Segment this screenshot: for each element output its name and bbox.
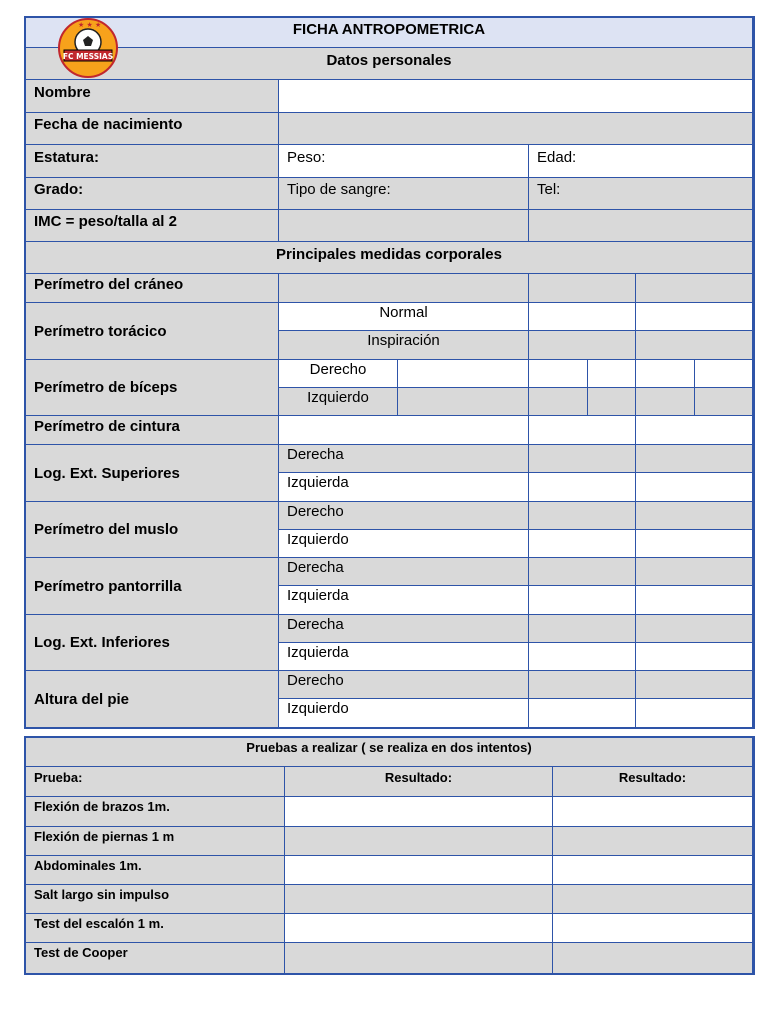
test-result-salto-largo-2[interactable]: [552, 884, 753, 914]
col-header-resultado-2: Resultado:: [552, 766, 753, 797]
col-header-resultado-1: Resultado:: [284, 766, 553, 797]
field-toracico-normal-1[interactable]: [528, 302, 636, 331]
test-result-abdominales-1[interactable]: [284, 855, 553, 885]
test-result-escalon-2[interactable]: [552, 913, 753, 943]
test-result-cooper-1[interactable]: [284, 942, 553, 974]
label-perimetro-cintura: Perímetro de cintura: [25, 415, 279, 445]
field-biceps-der-3[interactable]: [587, 359, 636, 388]
field-muslo-der-2[interactable]: [635, 501, 753, 530]
label-fecha-nacimiento: Fecha de nacimiento: [25, 112, 279, 145]
test-label-escalon: Test del escalón 1 m.: [25, 913, 285, 943]
field-sup-izq-2[interactable]: [635, 472, 753, 502]
field-edad[interactable]: Edad:: [528, 144, 753, 178]
test-result-flexion-brazos-2[interactable]: [552, 796, 753, 827]
field-inf-der-1[interactable]: [528, 614, 636, 643]
field-sup-izq-1[interactable]: [528, 472, 636, 502]
test-result-flexion-piernas-1[interactable]: [284, 826, 553, 856]
field-muslo-izq-1[interactable]: [528, 529, 636, 558]
label-altura-pie: Altura del pie: [25, 670, 279, 728]
sublabel-pant-izquierda: Izquierda: [278, 585, 529, 615]
label-perimetro-toracico: Perímetro torácico: [25, 302, 279, 360]
sublabel-biceps-derecho: Derecho: [278, 359, 398, 388]
test-result-abdominales-2[interactable]: [552, 855, 753, 885]
label-estatura: Estatura:: [25, 144, 279, 178]
field-biceps-der-5[interactable]: [694, 359, 753, 388]
field-sup-der-2[interactable]: [635, 444, 753, 473]
field-biceps-izq-4[interactable]: [635, 387, 695, 416]
field-inf-izq-2[interactable]: [635, 642, 753, 671]
test-label-abdominales: Abdominales 1m.: [25, 855, 285, 885]
field-pant-der-1[interactable]: [528, 557, 636, 586]
field-cintura-1[interactable]: [278, 415, 529, 445]
field-biceps-der-2[interactable]: [528, 359, 588, 388]
label-perimetro-biceps: Perímetro de bíceps: [25, 359, 279, 416]
label-imc: IMC = peso/talla al 2: [25, 209, 279, 242]
field-pant-izq-1[interactable]: [528, 585, 636, 615]
svg-text:★ ★ ★: ★ ★ ★: [78, 21, 102, 29]
field-craneo-1[interactable]: [278, 273, 529, 303]
field-pie-der-1[interactable]: [528, 670, 636, 699]
sublabel-biceps-izquierdo: Izquierdo: [278, 387, 398, 416]
label-perimetro-muslo: Perímetro del muslo: [25, 501, 279, 558]
test-result-escalon-1[interactable]: [284, 913, 553, 943]
sublabel-sup-derecha: Derecha: [278, 444, 529, 473]
field-imc-2[interactable]: [528, 209, 753, 242]
label-log-ext-superiores: Log. Ext. Superiores: [25, 444, 279, 502]
field-peso[interactable]: Peso:: [278, 144, 529, 178]
field-craneo-3[interactable]: [635, 273, 753, 303]
test-result-flexion-brazos-1[interactable]: [284, 796, 553, 827]
field-craneo-2[interactable]: [528, 273, 636, 303]
field-cintura-3[interactable]: [635, 415, 753, 445]
label-nombre: Nombre: [25, 79, 279, 113]
field-toracico-insp-2[interactable]: [635, 330, 753, 360]
sublabel-muslo-derecho: Derecho: [278, 501, 529, 530]
test-result-cooper-2[interactable]: [552, 942, 753, 974]
test-label-flexion-piernas: Flexión de piernas 1 m: [25, 826, 285, 856]
field-toracico-normal-2[interactable]: [635, 302, 753, 331]
label-perimetro-pantorrilla: Perímetro pantorrilla: [25, 557, 279, 615]
label-perimetro-craneo: Perímetro del cráneo: [25, 273, 279, 303]
field-pie-der-2[interactable]: [635, 670, 753, 699]
field-imc-1[interactable]: [278, 209, 529, 242]
sublabel-normal: Normal: [278, 302, 529, 331]
field-inf-der-2[interactable]: [635, 614, 753, 643]
label-log-ext-inferiores: Log. Ext. Inferiores: [25, 614, 279, 671]
field-nombre[interactable]: [278, 79, 753, 113]
sublabel-inf-izquierda: Izquierda: [278, 642, 529, 671]
field-pie-izq-1[interactable]: [528, 698, 636, 728]
field-biceps-izq-1[interactable]: [397, 387, 529, 416]
test-label-cooper: Test de Cooper: [25, 942, 285, 974]
sublabel-pie-derecho: Derecho: [278, 670, 529, 699]
col-header-prueba: Prueba:: [25, 766, 285, 797]
test-label-salto-largo: Salt largo sin impulso: [25, 884, 285, 914]
club-logo: [54, 18, 122, 78]
sublabel-sup-izquierda: Izquierda: [278, 472, 529, 502]
tests-heading: Pruebas a realizar ( se realiza en dos intentos): [25, 737, 753, 767]
test-result-flexion-piernas-2[interactable]: [552, 826, 753, 856]
logo-text: FC MESSIAS: [62, 52, 114, 61]
field-toracico-insp-1[interactable]: [528, 330, 636, 360]
field-fecha-nacimiento[interactable]: [278, 112, 753, 145]
field-biceps-der-1[interactable]: [397, 359, 529, 388]
field-pant-der-2[interactable]: [635, 557, 753, 586]
test-result-salto-largo-1[interactable]: [284, 884, 553, 914]
field-inf-izq-1[interactable]: [528, 642, 636, 671]
field-sup-der-1[interactable]: [528, 444, 636, 473]
field-biceps-izq-3[interactable]: [587, 387, 636, 416]
test-label-flexion-brazos: Flexión de brazos 1m.: [25, 796, 285, 827]
field-pant-izq-2[interactable]: [635, 585, 753, 615]
sublabel-muslo-izquierdo: Izquierdo: [278, 529, 529, 558]
sublabel-pie-izquierdo: Izquierdo: [278, 698, 529, 728]
field-biceps-izq-5[interactable]: [694, 387, 753, 416]
sublabel-inf-derecha: Derecha: [278, 614, 529, 643]
label-grado: Grado:: [25, 177, 279, 210]
field-biceps-izq-2[interactable]: [528, 387, 588, 416]
section-heading-medidas: Principales medidas corporales: [25, 241, 753, 274]
field-tipo-sangre[interactable]: Tipo de sangre:: [278, 177, 529, 210]
section-heading-personal: Datos personales: [25, 47, 753, 80]
field-tel[interactable]: Tel:: [528, 177, 753, 210]
form-title: FICHA ANTROPOMETRICA: [25, 17, 753, 48]
sublabel-inspiracion: Inspiración: [278, 330, 529, 360]
field-biceps-der-4[interactable]: [635, 359, 695, 388]
field-muslo-der-1[interactable]: [528, 501, 636, 530]
field-pie-izq-2[interactable]: [635, 698, 753, 728]
sublabel-pant-derecha: Derecha: [278, 557, 529, 586]
field-cintura-2[interactable]: [528, 415, 636, 445]
field-muslo-izq-2[interactable]: [635, 529, 753, 558]
